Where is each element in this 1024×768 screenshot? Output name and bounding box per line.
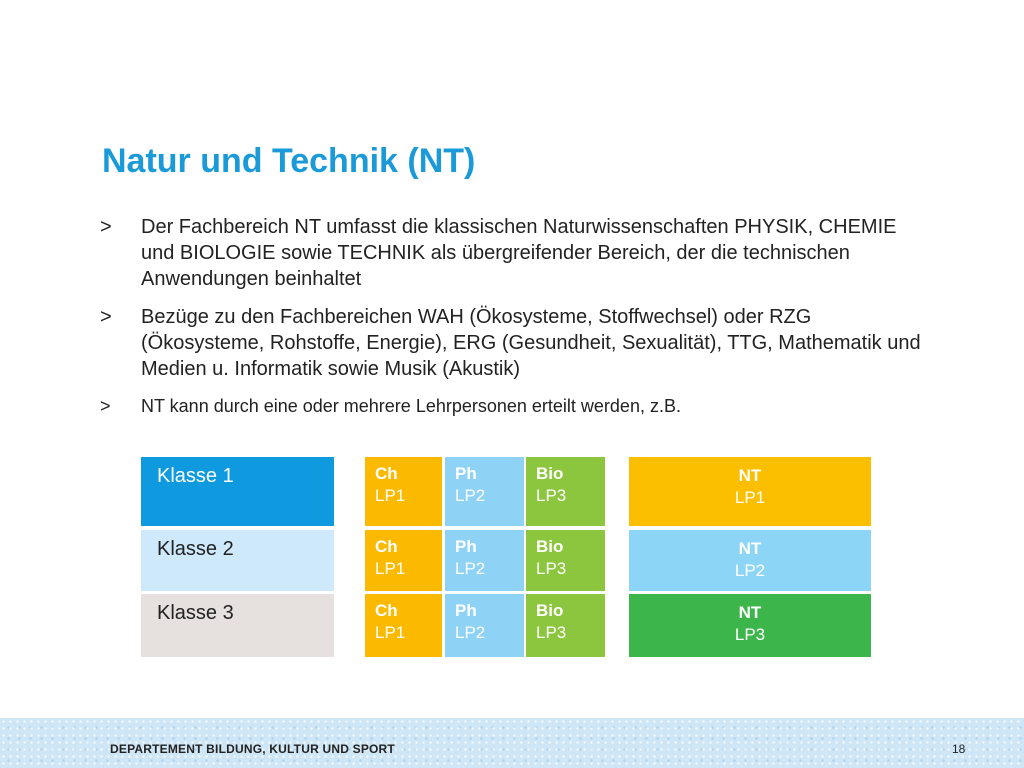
- subject-lp: LP1: [375, 486, 406, 505]
- subject-name: Bio: [536, 537, 564, 556]
- subject-name: Ch: [375, 464, 398, 483]
- bullet-item: [100, 394, 930, 418]
- nt-lp2-cell: [629, 530, 871, 591]
- subject-name: Ch: [375, 601, 398, 620]
- nt-name: NT: [738, 603, 762, 622]
- bullet-marker: >: [100, 396, 111, 416]
- subject-lp: LP1: [375, 623, 406, 642]
- footer-department: DEPARTEMENT BILDUNG, KULTUR UND SPORT: [110, 742, 395, 756]
- bullet-text: Bezüge zu den Fachbereichen WAH (Ökosysteme, Stoffwechsel) oder RZG (Ökosysteme, Rohstoffe, Energie), ERG (Gesundheit, Sexualität), TTG, Mathematik und Medien u. Informatik sowie Musik (Akustik): [141, 306, 921, 380]
- subject-lp: LP3: [536, 559, 567, 578]
- subject-ph-cell: [445, 594, 524, 657]
- klasse-label: Klasse 2: [157, 538, 234, 560]
- slide-title: Natur und Technik (NT): [102, 142, 476, 180]
- subject-name: Bio: [536, 464, 564, 483]
- nt-lp1-cell: [629, 457, 871, 526]
- bullet-item: [100, 214, 930, 292]
- bullet-marker: >: [100, 216, 112, 238]
- klasse-3-cell: [141, 594, 334, 657]
- nt-name: NT: [738, 539, 762, 558]
- bullet-text: Der Fachbereich NT umfasst die klassischen Naturwissenschaften PHYSIK, CHEMIE und BIOLOGIE sowie TECHNIK als übergreifender Bereich, der die technischen Anwendungen beinhaltet: [141, 216, 897, 290]
- bullet-item: [100, 304, 930, 382]
- subject-lp: LP3: [536, 486, 567, 505]
- nt-name: NT: [738, 466, 762, 485]
- subject-bio-cell: [526, 530, 605, 591]
- klasse-1-cell: [141, 457, 334, 526]
- subject-ch-cell: [365, 457, 442, 526]
- nt-lp: LP3: [734, 625, 766, 644]
- subject-bio-cell: [526, 594, 605, 657]
- subject-name: Bio: [536, 601, 564, 620]
- subject-name: Ph: [455, 464, 477, 483]
- subject-ch-cell: [365, 530, 442, 591]
- subject-lp: LP1: [375, 559, 406, 578]
- bullet-list: [100, 214, 930, 430]
- bullet-text: NT kann durch eine oder mehrere Lehrpersonen erteilt werden, z.B.: [141, 396, 681, 416]
- subject-ph-cell: [445, 457, 524, 526]
- subject-name: Ph: [455, 601, 477, 620]
- klasse-label: Klasse 3: [157, 602, 234, 624]
- subject-ch-cell: [365, 594, 442, 657]
- subject-lp: LP3: [536, 623, 567, 642]
- subject-lp: LP2: [455, 623, 486, 642]
- klasse-2-cell: [141, 530, 334, 591]
- subject-lp: LP2: [455, 486, 486, 505]
- klasse-label: Klasse 1: [157, 465, 234, 487]
- nt-lp: LP1: [734, 488, 766, 507]
- page-number: 18: [952, 742, 966, 756]
- nt-lp: LP2: [734, 561, 766, 580]
- bullet-marker: >: [100, 306, 112, 328]
- subject-name: Ch: [375, 537, 398, 556]
- subject-lp: LP2: [455, 559, 486, 578]
- subject-name: Ph: [455, 537, 477, 556]
- nt-lp3-cell: [629, 594, 871, 657]
- subject-ph-cell: [445, 530, 524, 591]
- subject-bio-cell: [526, 457, 605, 526]
